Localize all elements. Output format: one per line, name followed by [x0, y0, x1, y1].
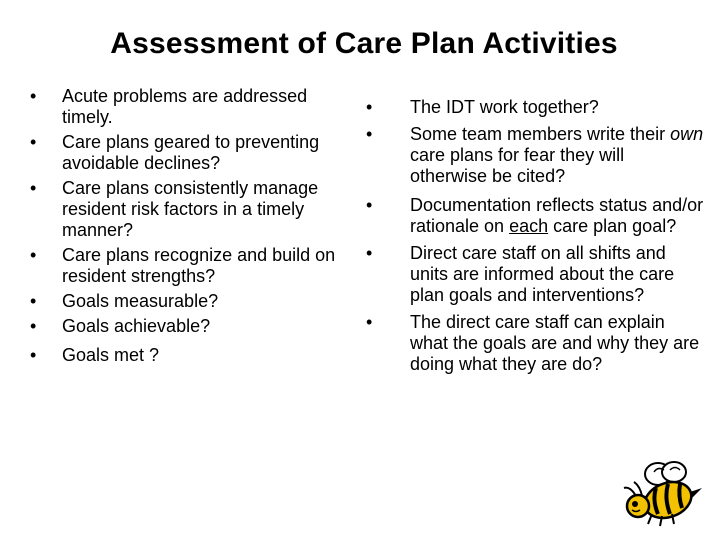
list-item-text: The direct care staff can explain what the goals are and why they are doing what they are do?	[410, 312, 700, 374]
underlined-word: each	[509, 216, 549, 236]
list-item	[366, 312, 706, 375]
bullet-marker: •	[366, 312, 373, 332]
list-item	[366, 124, 706, 187]
list-item	[366, 243, 706, 306]
list-item-text: Acute problems are addressed timely.	[62, 86, 308, 127]
list-item	[366, 195, 706, 237]
bullet-marker: •	[30, 86, 37, 106]
list-item-text-end: care plan goal?	[548, 216, 677, 236]
list-item-text-end: care plans for fear they will otherwise be cited?	[410, 145, 625, 186]
list-item-text: Goals measurable?	[62, 291, 219, 311]
list-item	[28, 345, 338, 366]
list-item	[28, 178, 338, 241]
list-item-text-start: Documentation reflects status and/or rationale on	[410, 195, 704, 236]
list-item-text: Care plans geared to preventing avoidable declines?	[62, 132, 320, 173]
bullet-marker: •	[30, 345, 37, 365]
bullet-marker: •	[366, 243, 373, 263]
list-item-text: Goals achievable?	[62, 316, 211, 336]
list-item	[366, 97, 706, 118]
right-bullet-list	[366, 97, 706, 379]
bullet-marker: •	[30, 245, 37, 265]
list-item	[28, 245, 338, 287]
list-item-text: Care plans recognize and build on resident strengths?	[62, 245, 336, 286]
list-item-text: Goals met ?	[62, 345, 160, 365]
list-item-text: The IDT work together?	[410, 97, 599, 117]
bullet-marker: •	[30, 316, 37, 336]
bullet-marker: •	[366, 124, 373, 144]
list-item	[28, 291, 338, 312]
bullet-marker: •	[30, 132, 37, 152]
slide-title: Assessment of Care Plan Activities	[110, 27, 618, 60]
bee-icon	[618, 458, 708, 528]
bullet-marker: •	[30, 178, 37, 198]
list-item-text: Direct care staff on all shifts and units are informed about the care plan goals and interventions?	[410, 243, 675, 305]
list-item	[28, 132, 338, 174]
list-item	[28, 86, 338, 128]
list-item	[28, 316, 338, 337]
emphasized-word: own	[670, 124, 704, 144]
list-item-text: Care plans consistently manage resident risk factors in a timely manner?	[62, 178, 319, 240]
left-bullet-list	[28, 86, 338, 370]
bullet-marker: •	[366, 195, 373, 215]
bullet-marker: •	[366, 97, 373, 117]
list-item-text-start: Some team members write their	[410, 124, 671, 144]
bullet-marker: •	[30, 291, 37, 311]
